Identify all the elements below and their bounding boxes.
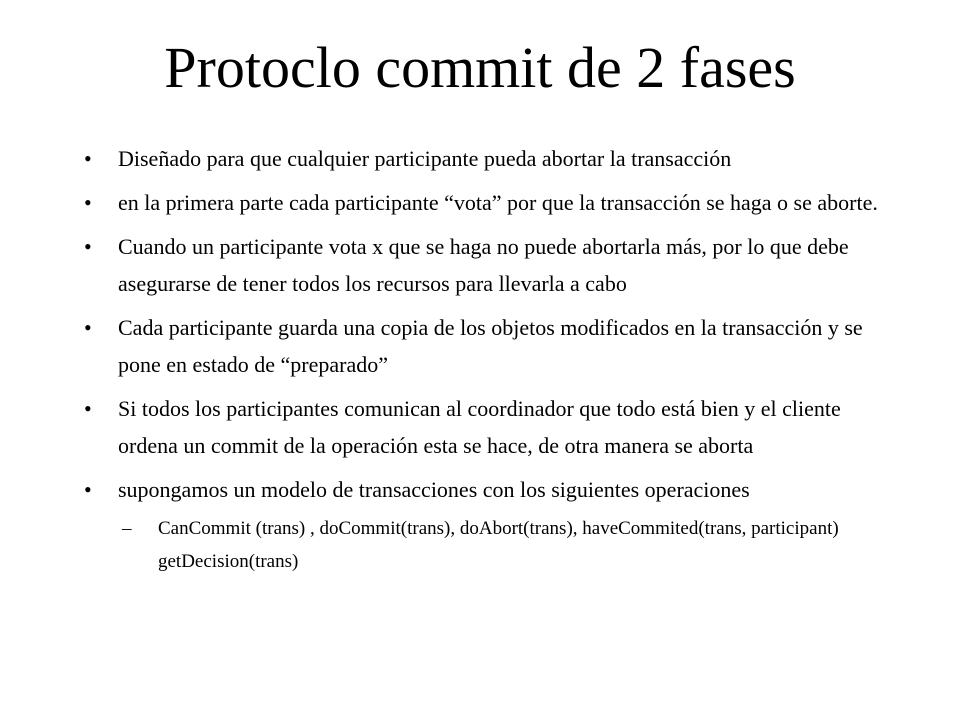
bullet-marker: •: [84, 146, 92, 171]
bullet-marker: •: [84, 234, 92, 259]
bullet-text: Cada participante guarda una copia de los objetos modificados en la transacción y se pone en estado de “preparado”: [118, 315, 863, 377]
sub-bullet-item: [118, 512, 904, 578]
bullet-marker: •: [84, 396, 92, 421]
bullet-item: [84, 228, 904, 302]
slide-title: Protoclo commit de 2 fases: [164, 35, 796, 100]
sub-bullet-text: CanCommit (trans) , doCommit(trans), doAbort(trans), haveCommited(trans, participant) getDecision(trans): [158, 518, 839, 572]
bullet-text: supongamos un modelo de transacciones con los siguientes operaciones: [118, 477, 750, 502]
bullet-item: [84, 184, 904, 221]
bullet-text: Si todos los participantes comunican al coordinador que todo está bien y el cliente ordena un commit de la operación esta se hace, de otra manera se aborta: [118, 396, 841, 458]
bullet-item: [84, 390, 904, 464]
bullet-item: [84, 471, 904, 578]
bullet-text: Cuando un participante vota x que se haga no puede abortarla más, por lo que debe asegurarse de tener todos los recursos para llevarla a cabo: [118, 234, 849, 296]
bullet-item: [84, 309, 904, 383]
bullet-text: Diseñado para que cualquier participante pueda abortar la transacción: [118, 146, 732, 171]
bullet-text: en la primera parte cada participante “vota” por que la transacción se haga o se aborte.: [118, 190, 878, 215]
sub-bullet-marker: –: [122, 518, 132, 539]
bullet-marker: •: [84, 477, 92, 502]
bullet-list: [84, 140, 904, 585]
bullet-marker: •: [84, 190, 92, 215]
bullet-item: [84, 140, 904, 177]
bullet-marker: •: [84, 315, 92, 340]
sub-bullet-list: [118, 512, 904, 578]
